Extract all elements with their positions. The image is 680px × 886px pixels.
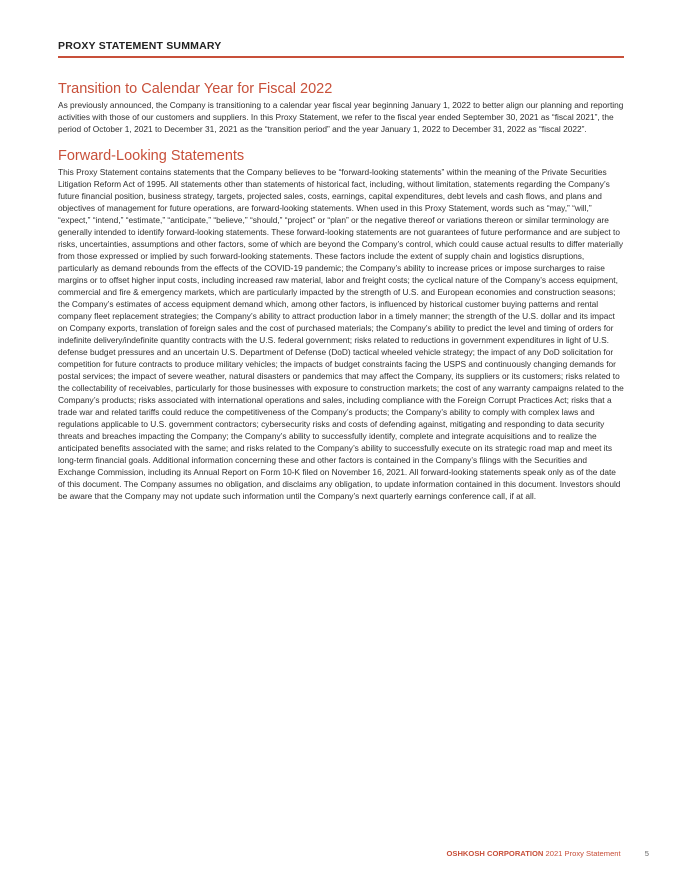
header-divider xyxy=(58,56,624,58)
page-number: 5 xyxy=(644,849,649,858)
footer-company-name: OSHKOSH CORPORATION xyxy=(446,849,544,858)
paragraph-transition-calendar-year: As previously announced, the Company is transitioning to a calendar year fiscal year beginning January 1, 2022 to better align our planning and reporting activities with those of our customers and suppliers. In this Proxy Statement, we refer to the fiscal year ended September 30, 2021 as “fiscal 2021”, the period of October 1, 2021 to December 31, 2021 as the “transition period” and the year January 1, 2022 to December 31, 2022 as “fiscal 2022”. xyxy=(58,100,624,134)
footer-document-title: 2021 Proxy Statement xyxy=(545,849,621,858)
paragraph-forward-looking-statements: This Proxy Statement contains statements that the Company believes to be “forward-looking statements” within the meaning of the Private Securities Litigation Reform Act of 1995. All statements other than statements of historical fact, including, without limitation, statements regarding the Company’s future financial position, business strategy, targets, projected sales, costs, earnings, capital expenditures, debt levels and cash flows, and plans and objectives of management for future operations, are forward-looking statements. When used in this Proxy Statement, words such as “may,” “will,” “expect,” “intend,” “estimate,” “anticipate,” “believe,” “should,” “project” or “plan” or the negative thereof or variations thereon or similar terminology are generally intended to identify forward-looking statements. These forward-looking statements are not guarantees of future performance and are subject to risks, uncertainties, assumptions and other factors, some of which are beyond the Company’s control, which could cause actual results to differ materially from those expressed or implied by such forward-looking statements. These factors include the extent of supply chain and logistics disruptions, particularly as demand rebounds from the effects of the COVID-19 pandemic; the Company’s ability to increase prices or impose surcharges to raise margins or to offset higher input costs, including increased raw material, labor and freight costs; the cyclical nature of the Company’s access equipment, commercial and fire & emergency markets, which are particularly impacted by the strength of U.S. and European economies and construction seasons; the Company’s estimates of access equipment demand which, among other factors, is influenced by historical customer buying patterns and rental company fleet replacement strategies; the Company’s ability to attract production labor in a timely manner; the strength of the U.S. dollar and its impact on Company exports, translation of foreign sales and the cost of purchased materials; the Company’s ability to predict the level and timing of orders for indefinite delivery/indefinite quantity contracts with the U.S. federal government; risks related to reductions in government expenditures in light of U.S. defense budget pressures and an uncertain U.S. Department of Defense (DoD) tactical wheeled vehicle strategy; the impact of any DoD solicitation for competition for future contracts to produce military vehicles; the impacts of budget constraints facing the USPS and continuously changing demands for postal services; the impact of severe weather, natural disasters or pandemics that may affect the Company, its suppliers or its customers; risks related to the collectability of receivables, particularly for those businesses with exposure to construction markets; the cost of any warranty campaigns related to the Company’s products; risks associated with international operations and sales, including compliance with the Foreign Corrupt Practices Act; risks that a trade war and related tariffs could reduce the competitiveness of the Company’s products; the Company’s ability to comply with complex laws and regulations applicable to U.S. government contractors; cybersecurity risks and costs of defending against, mitigating and responding to data security threats and breaches impacting the Company; the Company’s ability to successfully identify, complete and integrate acquisitions and to realize the anticipated benefits associated with the same; and risks related to the Company’s ability to successfully execute on its strategic road map and meet its long-term financial goals. Additional information concerning these and other factors is contained in the Company’s filings with the Securities and Exchange Commission, including its Annual Report on Form 10-K filed on November 16, 2021. All forward-looking statements speak only as of the date of this document. The Company assumes no obligation, and disclaims any obligation, to update information contained in this document. Investors should be aware that the Company may not update such information until the Company’s next quarterly earnings conference call, if at all. xyxy=(58,167,624,501)
section-header: PROXY STATEMENT SUMMARY xyxy=(58,40,222,52)
heading-transition-calendar-year: Transition to Calendar Year for Fiscal 2022 xyxy=(58,81,333,97)
heading-forward-looking-statements: Forward-Looking Statements xyxy=(58,148,245,164)
page-footer xyxy=(446,849,649,858)
page-content xyxy=(58,80,624,502)
